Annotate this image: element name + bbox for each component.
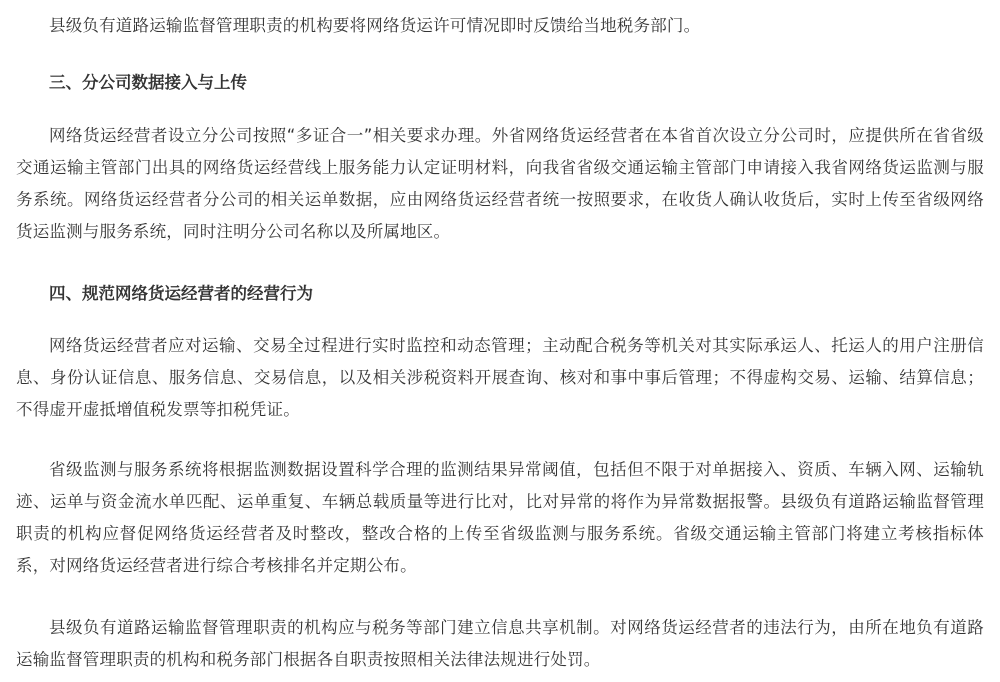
paragraph-anomaly-thresholds: 省级监测与服务系统将根据监测数据设置科学合理的监测结果异常阈值，包括但不限于对单据接入、资质、车辆入网、运输轨迹、运单与资金流水单匹配、运单重复、车辆总载质量等进行比对，比对异常的将作为异常数据报警。县级负有道路运输监督管理职责的机构应督促网络货运经营者及时整改，整改合格的上传至省级监测与服务系统。省级交通运输主管部门将建立考核指标体系，对网络货运经营者进行综合考核排名并定期公布。: [16, 460, 984, 575]
paragraph-information-sharing: 县级负有道路运输监督管理职责的机构应与税务等部门建立信息共享机制。对网络货运经营者的违法行为，由所在地负有道路运输监督管理职责的机构和税务部门根据各自职责按照相关法律法规进行处罚。: [16, 618, 984, 669]
section-heading-business-conduct: 四、规范网络货运经营者的经营行为: [49, 284, 313, 303]
paragraph-tax-feedback: 县级负有道路运输监督管理职责的机构要将网络货运许可情况即时反馈给当地税务部门。: [49, 16, 701, 35]
section-heading-branch-data: 三、分公司数据接入与上传: [49, 73, 247, 92]
paragraph-branch-data: 网络货运经营者设立分公司按照“多证合一”相关要求办理。外省网络货运经营者在本省首次设立分公司时，应提供所在省省级交通运输主管部门出具的网络货运经营线上服务能力认定证明材料，向我省省级交通运输主管部门申请接入我省网络货运监测与服务系统。网络货运经营者分公司的相关运单数据，应由网络货运经营者统一按照要求，在收货人确认收货后，实时上传至省级网络货运监测与服务系统，同时注明分公司名称以及所属地区。: [16, 126, 984, 241]
paragraph-monitoring-management: 网络货运经营者应对运输、交易全过程进行实时监控和动态管理；主动配合税务等机关对其实际承运人、托运人的用户注册信息、身份认证信息、服务信息、交易信息，以及相关涉税资料开展查询、核对和事中事后管理；不得虚构交易、运输、结算信息；不得虚开虚抵增值税发票等扣税凭证。: [16, 336, 984, 419]
